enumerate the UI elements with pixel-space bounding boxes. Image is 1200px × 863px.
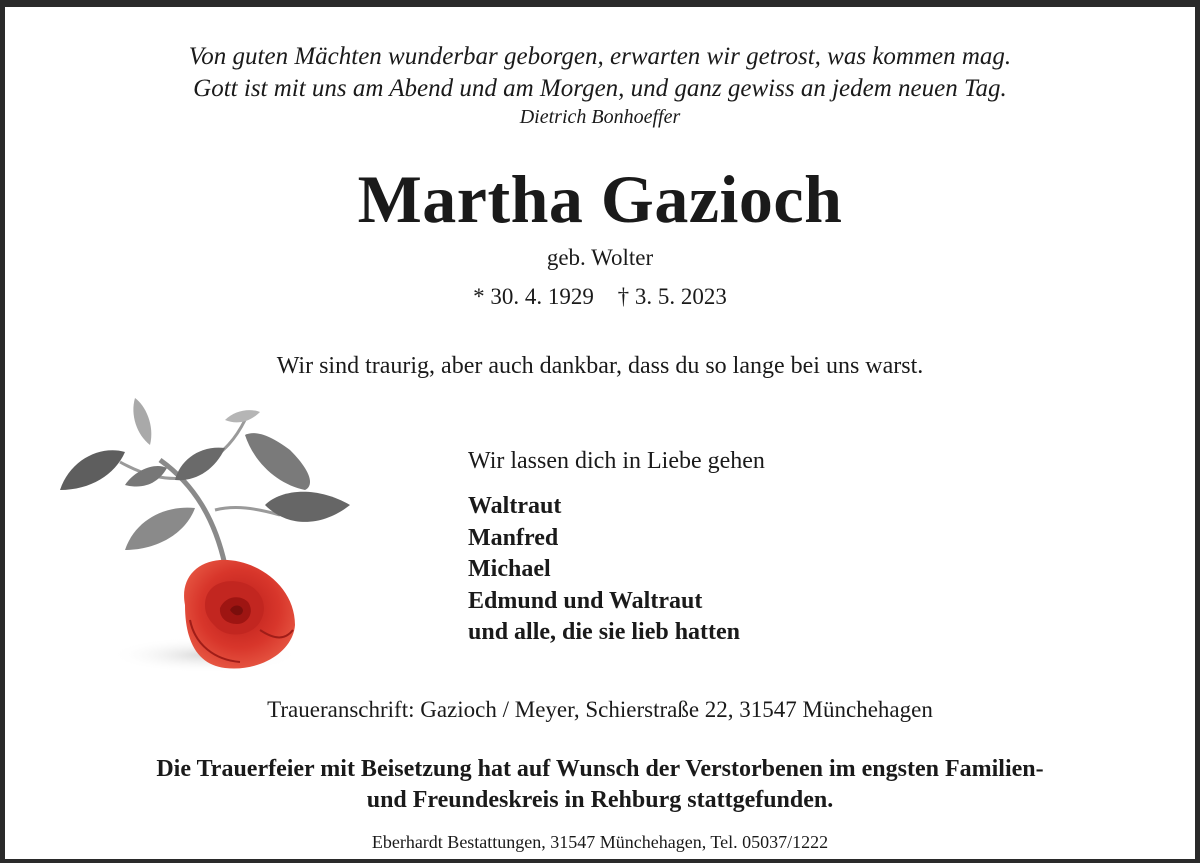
- farewell-line: Wir lassen dich in Liebe gehen: [468, 448, 765, 474]
- mourner: Michael: [468, 556, 551, 582]
- memorial-message: Wir sind traurig, aber auch dankbar, dass du so lange bei uns warst.: [276, 353, 924, 379]
- mourners-list: [468, 491, 740, 649]
- deceased-name: Martha Gazioch: [357, 161, 843, 237]
- mourner: Waltraut: [468, 493, 562, 519]
- maiden-name: geb. Wolter: [546, 245, 654, 270]
- ceremony-notice: [0, 754, 1200, 816]
- mourner: Manfred: [468, 524, 559, 551]
- mourner: Edmund und Waltraut: [468, 587, 703, 614]
- quote-author: Dietrich Bonhoeffer: [519, 106, 681, 128]
- life-dates: [0, 284, 1200, 310]
- mourner: und alle, die sie lieb hatten: [468, 619, 741, 645]
- ceremony-line-1: Die Trauerfeier mit Beisetzung hat auf Wunsch der Verstorbenen im engsten Familien-: [156, 756, 1044, 782]
- rose-image: [55, 390, 365, 680]
- mourning-address: Traueranschrift: Gazioch / Meyer, Schierstraße 22, 31547 Münchehagen: [267, 697, 933, 722]
- undertaker-info: Eberhardt Bestattungen, 31547 Münchehagen, Tel. 05037/1222: [371, 832, 829, 852]
- quote-line-1: Von guten Mächten wunderbar geborgen, erwarten wir getrost, was kommen mag.: [188, 43, 1012, 70]
- death-date: † 3. 5. 2023: [617, 284, 727, 309]
- ceremony-line-2: und Freundeskreis in Rehburg stattgefunden.: [366, 787, 834, 813]
- birth-date: * 30. 4. 1929: [473, 284, 594, 309]
- quote-line-2: Gott ist mit uns am Abend und am Morgen, und ganz gewiss an jedem neuen Tag.: [193, 75, 1007, 102]
